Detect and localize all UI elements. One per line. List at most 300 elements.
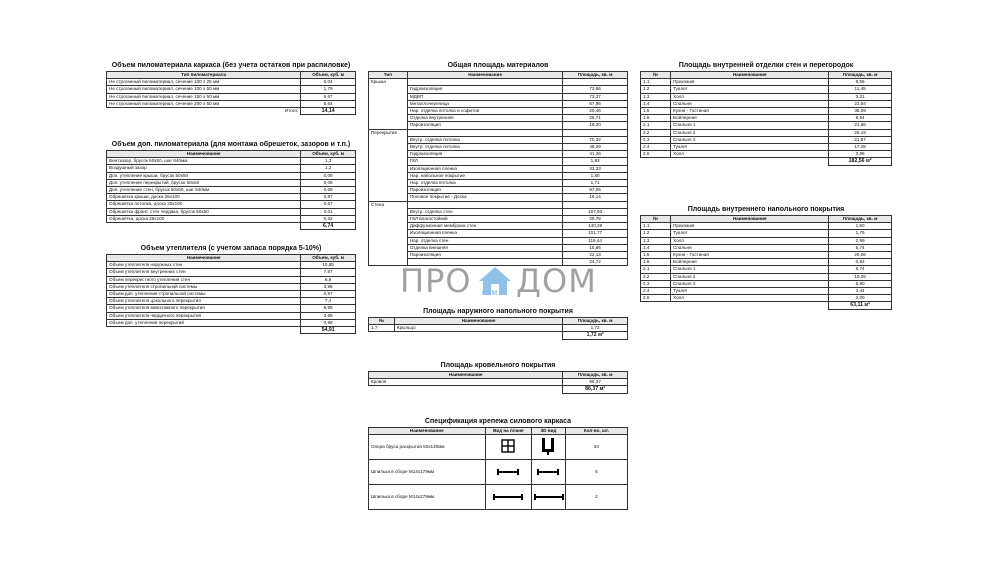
roof-area-table <box>368 371 628 394</box>
table-cell: Кухня - Гостиная <box>671 108 829 115</box>
table-cell: 3,44 <box>829 288 892 295</box>
table-cell: Туалет <box>671 288 829 295</box>
table-cell: 21,87 <box>829 136 892 143</box>
table-cell: 22,13 <box>563 252 628 259</box>
table-cell: Туалет <box>671 144 829 151</box>
table-cell: 8,54 <box>829 115 892 122</box>
table-cell: 1.3 <box>641 93 671 100</box>
table-cell: 21,66 <box>829 122 892 129</box>
table-row <box>641 129 892 136</box>
col-header: Наименование <box>671 216 829 223</box>
table-row <box>369 115 628 122</box>
table-cell: 1.5 <box>641 108 671 115</box>
table-row <box>107 86 356 93</box>
lumber-title: Объем пиломатериала каркаса (без учета остатков при распиловке) <box>111 62 351 69</box>
table-cell: 6,9 <box>301 276 356 283</box>
table-cell: 49,29 <box>563 144 628 151</box>
table-row <box>369 187 628 194</box>
table-row <box>641 259 892 266</box>
col-header: Наименование <box>671 72 829 79</box>
table-cell: Прихожая <box>671 79 829 86</box>
table-row <box>369 151 628 158</box>
table-cell <box>563 201 628 208</box>
table-row <box>107 158 356 165</box>
group-type-cell: Перекрытие <box>369 129 408 201</box>
col-header: Площадь, кв. м <box>829 72 892 79</box>
table-row <box>369 86 628 93</box>
table-cell: 2,99 <box>829 237 892 244</box>
table-cell: 101,77 <box>563 230 628 237</box>
table-row <box>369 180 628 187</box>
table-cell: 1,50 <box>829 223 892 230</box>
col-header: Наименование <box>107 255 301 262</box>
table-cell <box>563 129 628 136</box>
table-cell: Нар. отделка потолка <box>407 180 562 187</box>
table-cell: Холл <box>671 93 829 100</box>
table-cell: Не строганный пиломатериал, сечение 100 х 25 мм <box>107 79 301 86</box>
table-row <box>369 165 628 172</box>
table-cell: 73,37 <box>563 93 628 100</box>
long-stud-3d-icon <box>534 496 564 498</box>
table-cell: Не строганный пиломатериал, сечение 200 х 50 мм <box>107 100 301 107</box>
table-cell: Объем перекрестного утепления стен <box>107 276 301 283</box>
table-row <box>641 295 892 302</box>
table-cell: 2.1 <box>641 266 671 273</box>
table-row <box>641 280 892 287</box>
table-cell: Холл <box>671 151 829 158</box>
table-cell: Гидроизоляция <box>407 151 562 158</box>
table-cell: 38,09 <box>829 108 892 115</box>
table-cell: 16,14 <box>563 194 628 201</box>
table-cell: 1,3 <box>301 158 356 165</box>
col-header: 3D вид <box>532 428 566 435</box>
table-cell: Прихожая <box>671 223 829 230</box>
wall-finish-table <box>640 71 892 166</box>
lumber-table-block <box>106 62 356 115</box>
col-header: Тип <box>369 72 408 79</box>
table-row <box>107 298 356 305</box>
extra-lumber-table <box>106 150 356 230</box>
cell-name: Опора бруса раскрытая 50х140мм <box>369 435 486 460</box>
table-row <box>641 136 892 143</box>
table-cell: 2.2 <box>641 129 671 136</box>
table-row <box>369 201 628 208</box>
table-cell: 3,86 <box>829 151 892 158</box>
table-cell: 29,78 <box>563 216 628 223</box>
table-cell: Не строганный пиломатериал, сечение 100 х 50 мм <box>107 86 301 93</box>
col-header: Наименование <box>369 428 486 435</box>
table-cell: 0,04 <box>301 79 356 86</box>
col-header: Наименование <box>407 72 562 79</box>
total-value: 54,91 <box>301 327 356 334</box>
table-cell: 2.3 <box>641 280 671 287</box>
table-row <box>369 100 628 107</box>
table-row <box>369 252 628 259</box>
table-row <box>369 93 628 100</box>
table-cell: ГКЛ влагостойкий <box>407 216 562 223</box>
col-header: № <box>641 72 671 79</box>
table-cell: 6,56 <box>829 79 892 86</box>
table-cell: МДВП <box>407 93 562 100</box>
table-cell: 1.2 <box>641 230 671 237</box>
inner-floor-block <box>640 206 892 310</box>
plan-view-cell <box>485 435 532 460</box>
table-cell: 73,86 <box>563 86 628 93</box>
table-cell: Пароизоляция <box>407 122 562 129</box>
table-row <box>369 172 628 179</box>
logo-text-right: ДОМ <box>516 262 597 300</box>
table-cell: Объем доп. утепления перекрытий <box>107 319 301 326</box>
table-cell: 15,86 <box>563 244 628 251</box>
table-cell <box>407 129 562 136</box>
table-cell: Крыльцо <box>394 325 562 332</box>
table-cell: Нар. отделка потолка и софитов <box>407 108 562 115</box>
table-row <box>369 208 628 215</box>
table-row <box>369 122 628 129</box>
table-cell: 2.3 <box>641 136 671 143</box>
roof-area-title: Площадь кровельного покрытия <box>440 362 556 369</box>
table-cell: Туалет <box>671 86 829 93</box>
table-row <box>107 187 356 194</box>
wall-finish-block <box>640 62 892 166</box>
table-row <box>641 122 892 129</box>
table-cell: Пароизоляция <box>407 252 562 259</box>
table-row <box>107 291 356 298</box>
table-row <box>107 179 356 186</box>
fasteners-block <box>368 418 628 510</box>
table-cell: Металлочерепица <box>407 100 562 107</box>
table-cell: 0,09 <box>301 179 356 186</box>
table-cell: Спальня <box>671 244 829 251</box>
col-header: Объем, куб. м <box>301 255 356 262</box>
col-header: Площадь, кв. м <box>829 216 892 223</box>
table-cell: 0,87 <box>301 194 356 201</box>
table-cell: 25,71 <box>563 115 628 122</box>
table-cell: Туалет <box>671 230 829 237</box>
table-row <box>641 79 892 86</box>
table-row <box>107 312 356 319</box>
total-label: Итого: <box>284 108 299 114</box>
table-row <box>641 86 892 93</box>
table-cell: Объем утеплителя стропильной системы <box>107 283 301 290</box>
total-value: 14,14 <box>301 108 356 115</box>
table-row <box>641 115 892 122</box>
table-cell: 24,72 <box>563 259 628 266</box>
table-cell: 1,93 <box>563 158 628 165</box>
table-cell: 2.5 <box>641 151 671 158</box>
table-cell: Не строганный пиломатериал, сечение 150 х 50 мм <box>107 93 301 100</box>
table-row <box>641 144 892 151</box>
table-cell: Нар. напольное покрытие <box>407 172 562 179</box>
extra-lumber-title: Объем доп. пиломатериала (для монтажа обрешеток, зазоров и т.п.) <box>111 141 351 148</box>
table-cell: Спальня <box>671 100 829 107</box>
table-row <box>107 262 356 269</box>
group-type-cell: Крыша <box>369 79 408 129</box>
table-cell: Бойлерная <box>671 115 829 122</box>
table-cell: 167,90 <box>563 208 628 215</box>
total-value: 6,74 <box>301 223 356 230</box>
table-cell: Воздушный зазор <box>107 165 301 172</box>
table-cell: Вентзазор, брусок 50х50, шаг 640мм <box>107 158 301 165</box>
table-cell: 6,90 <box>829 280 892 287</box>
table-row <box>107 172 356 179</box>
col-header: Кол-во, шт. <box>565 428 627 435</box>
table-row <box>107 208 356 215</box>
table-cell: 2.1 <box>641 122 671 129</box>
table-cell: Диффузионная мембрана стен <box>407 223 562 230</box>
table-row <box>369 136 628 143</box>
table-cell: 1.5 <box>641 252 671 259</box>
table-cell: Обрешетка потолка, доска 25х100 <box>107 201 301 208</box>
table-cell: Холл <box>671 295 829 302</box>
table-cell: 2.4 <box>641 144 671 151</box>
table-cell: Нар. отделка стен <box>407 237 562 244</box>
extra-lumber-block <box>106 141 356 230</box>
table-cell: 0,09 <box>301 172 356 179</box>
table-cell: Изоляционная пленка <box>407 165 562 172</box>
cell-name: Шпилька в сборе М14х279мм <box>369 485 486 510</box>
table-cell: Кухня - Гостиная <box>671 252 829 259</box>
table-cell: Объем утеплителя наружных стен <box>107 262 301 269</box>
table-cell: Объем утеплителя цокольного перекрытия <box>107 298 301 305</box>
table-cell: 20,06 <box>829 252 892 259</box>
table-cell: Обрешетка, доска 25х100 <box>107 215 301 222</box>
roof-area-block <box>368 362 628 394</box>
table-cell: 0,32 <box>301 215 356 222</box>
table-cell: 0,98 <box>301 319 356 326</box>
table-cell: Доп. утепление перекрытий, брусок 50х50 <box>107 179 301 186</box>
stud-3d-icon <box>537 471 559 473</box>
col-header: № <box>641 216 671 223</box>
table-cell: Внутр. отделка потолка <box>407 136 562 143</box>
table-cell: 2.4 <box>641 288 671 295</box>
table-row <box>641 266 892 273</box>
table-cell: 6,74 <box>829 266 892 273</box>
table-cell: Гидроизоляция <box>407 86 562 93</box>
table-cell: Пароизоляция <box>407 187 562 194</box>
col-header: Наименование <box>369 372 563 379</box>
col-header: Вид на плане <box>485 428 532 435</box>
materials-block <box>368 62 628 266</box>
table-cell: 1,71 <box>563 180 628 187</box>
table-cell: Спальня 2 <box>671 129 829 136</box>
table-cell: 26,19 <box>829 129 892 136</box>
table-cell: 19,20 <box>563 122 628 129</box>
col-header: Объем, куб. м <box>301 72 356 79</box>
table-cell: Внутр. отделка стен <box>407 208 562 215</box>
plan-view-cell <box>485 460 532 485</box>
outer-floor-block <box>368 308 628 340</box>
table-row <box>107 319 356 326</box>
3d-view-cell <box>532 460 566 485</box>
table-row <box>369 230 628 237</box>
joist-hanger-plan-icon <box>500 439 516 453</box>
table-row <box>641 273 892 280</box>
table-row <box>107 93 356 100</box>
table-cell: 2,00 <box>829 295 892 302</box>
table-cell <box>407 79 562 86</box>
table-cell: 1,76 <box>829 230 892 237</box>
table-cell: 5,99 <box>301 305 356 312</box>
table-row <box>641 93 892 100</box>
table-cell: Доп. утепление крыши, брусок 50х50 <box>107 172 301 179</box>
table-cell: 1,2 <box>301 165 356 172</box>
table-cell: 0,92 <box>829 259 892 266</box>
materials-title: Общая площадь материалов <box>447 62 549 69</box>
table-cell: 2.2 <box>641 273 671 280</box>
table-cell: 17,28 <box>829 144 892 151</box>
table-cell: 1.6 <box>641 115 671 122</box>
table-row <box>369 379 628 386</box>
table-cell: Спальня 2 <box>671 273 829 280</box>
plan-view-cell <box>485 485 532 510</box>
insulation-table <box>106 254 356 334</box>
table-row <box>369 244 628 251</box>
table-cell: 1.6 <box>641 259 671 266</box>
table-row <box>369 108 628 115</box>
table-cell: Спальня 3 <box>671 136 829 143</box>
table-row <box>107 100 356 107</box>
table-row <box>369 129 628 136</box>
group-type-cell: Стена <box>369 201 408 266</box>
table-row <box>107 165 356 172</box>
table-row <box>107 215 356 222</box>
table-row <box>369 216 628 223</box>
table-row <box>641 288 892 295</box>
table-row <box>107 276 356 283</box>
table-cell: 87,96 <box>563 100 628 107</box>
table-cell: Объем утеплителя межэтажного перекрытия <box>107 305 301 312</box>
table-cell: 23,84 <box>829 100 892 107</box>
table-row <box>641 108 892 115</box>
table-cell: Половое покрытие - Доска <box>407 194 562 201</box>
insulation-block <box>106 245 356 334</box>
outer-floor-title: Площадь наружного напольного покрытия <box>423 308 573 315</box>
fasteners-title: Спецификация крепежа силового каркаса <box>424 418 572 425</box>
table-cell: 6,74 <box>829 244 892 251</box>
col-header: Объем, куб. м <box>301 151 356 158</box>
table-row <box>369 194 628 201</box>
table-cell: 7,87 <box>301 269 356 276</box>
col-header: Наименование <box>107 151 301 158</box>
table-cell: 1,79 <box>301 86 356 93</box>
table-cell: Обрешетка фронт. стен чердака, брусок 50х50 <box>107 208 301 215</box>
table-cell: 33,23 <box>563 165 628 172</box>
table-cell: 41,26 <box>563 151 628 158</box>
table-cell: Спальня 1 <box>671 266 829 273</box>
table-row <box>641 223 892 230</box>
table-cell: 1.4 <box>641 244 671 251</box>
col-header: Площадь, кв. м <box>563 72 628 79</box>
total-value: 86,37 м² <box>563 386 628 393</box>
table-cell: Объем утеплителя внутренних стен <box>107 269 301 276</box>
table-cell: 97,05 <box>563 187 628 194</box>
insulation-title: Объем утеплителя (с учетом запаса порядка 5-10%) <box>140 245 322 252</box>
total-value: 182,56 м² <box>829 158 892 165</box>
cell-qty: 2 <box>565 485 627 510</box>
col-header: Площадь, кв. м <box>563 318 628 325</box>
3d-view-cell <box>532 435 566 460</box>
table-cell: 1.4 <box>641 100 671 107</box>
table-cell: 1.3 <box>641 237 671 244</box>
total-value: 63,11 м² <box>829 302 892 309</box>
table-cell: 1.1 <box>641 79 671 86</box>
lumber-table <box>106 71 356 115</box>
table-row <box>369 144 628 151</box>
col-header: Наименование <box>394 318 562 325</box>
table-cell: 10,05 <box>829 273 892 280</box>
table-cell: 1.1 <box>641 223 671 230</box>
table-cell: 1.2 <box>641 86 671 93</box>
table-cell: Спальня 3 <box>671 280 829 287</box>
outer-floor-table <box>368 317 628 340</box>
table-row <box>369 485 628 510</box>
table-cell: 119,44 <box>563 237 628 244</box>
table-row <box>641 244 892 251</box>
cell-qty: 6 <box>565 460 627 485</box>
table-row <box>369 237 628 244</box>
table-cell: 2.5 <box>641 295 671 302</box>
table-row <box>107 201 356 208</box>
table-cell: 1,72 <box>563 325 628 332</box>
table-row <box>107 194 356 201</box>
cell-qty: 34 <box>565 435 627 460</box>
materials-table <box>368 71 628 266</box>
table-cell: 140,39 <box>563 223 628 230</box>
table-cell: 0,67 <box>301 201 356 208</box>
table-row <box>107 283 356 290</box>
table-row <box>641 252 892 259</box>
logo-subtext: РЕМ <box>482 290 498 297</box>
table-cell: 7,4 <box>301 298 356 305</box>
table-row <box>641 151 892 158</box>
table-cell: Обрешетка крыши, доска 25х100 <box>107 194 301 201</box>
col-header: Тип пиломатериала <box>107 72 301 79</box>
table-cell: 20,46 <box>563 108 628 115</box>
logo-text-left: ПРО <box>400 262 472 300</box>
table-row <box>107 79 356 86</box>
table-cell: 0,69 <box>301 187 356 194</box>
stud-plan-icon <box>497 471 519 473</box>
table-cell: Доп. утепление стен, брусок 50х50, шаг 640мм <box>107 187 301 194</box>
table-row <box>369 79 628 86</box>
wall-finish-title: Площадь внутренней отделки стен и перегородок <box>678 62 854 69</box>
long-stud-plan-icon <box>493 496 523 498</box>
joist-hanger-3d-icon <box>541 437 555 455</box>
table-cell: 0,97 <box>301 291 356 298</box>
table-row <box>641 100 892 107</box>
table-row <box>107 305 356 312</box>
fasteners-table <box>368 427 628 510</box>
table-row <box>369 460 628 485</box>
table-cell: Изоляционная пленка <box>407 230 562 237</box>
col-header: № <box>369 318 395 325</box>
table-cell: 1,80 <box>563 172 628 179</box>
table-cell: 86,37 <box>563 379 628 386</box>
watermark-logo <box>400 262 600 302</box>
table-cell: 70,32 <box>563 136 628 143</box>
cell-name: Шпилька в сборе М14х179мм <box>369 460 486 485</box>
3d-view-cell <box>532 485 566 510</box>
total-value: 1,72 м² <box>563 332 628 339</box>
table-cell: Кровля <box>369 379 563 386</box>
table-cell: Отделка внешняя <box>407 244 562 251</box>
table-cell: 11,45 <box>829 86 892 93</box>
table-cell: 5,64 <box>301 100 356 107</box>
inner-floor-title: Площадь внутреннего напольного покрытия <box>687 206 845 213</box>
table-cell: Бойлерная <box>671 259 829 266</box>
table-row <box>641 230 892 237</box>
